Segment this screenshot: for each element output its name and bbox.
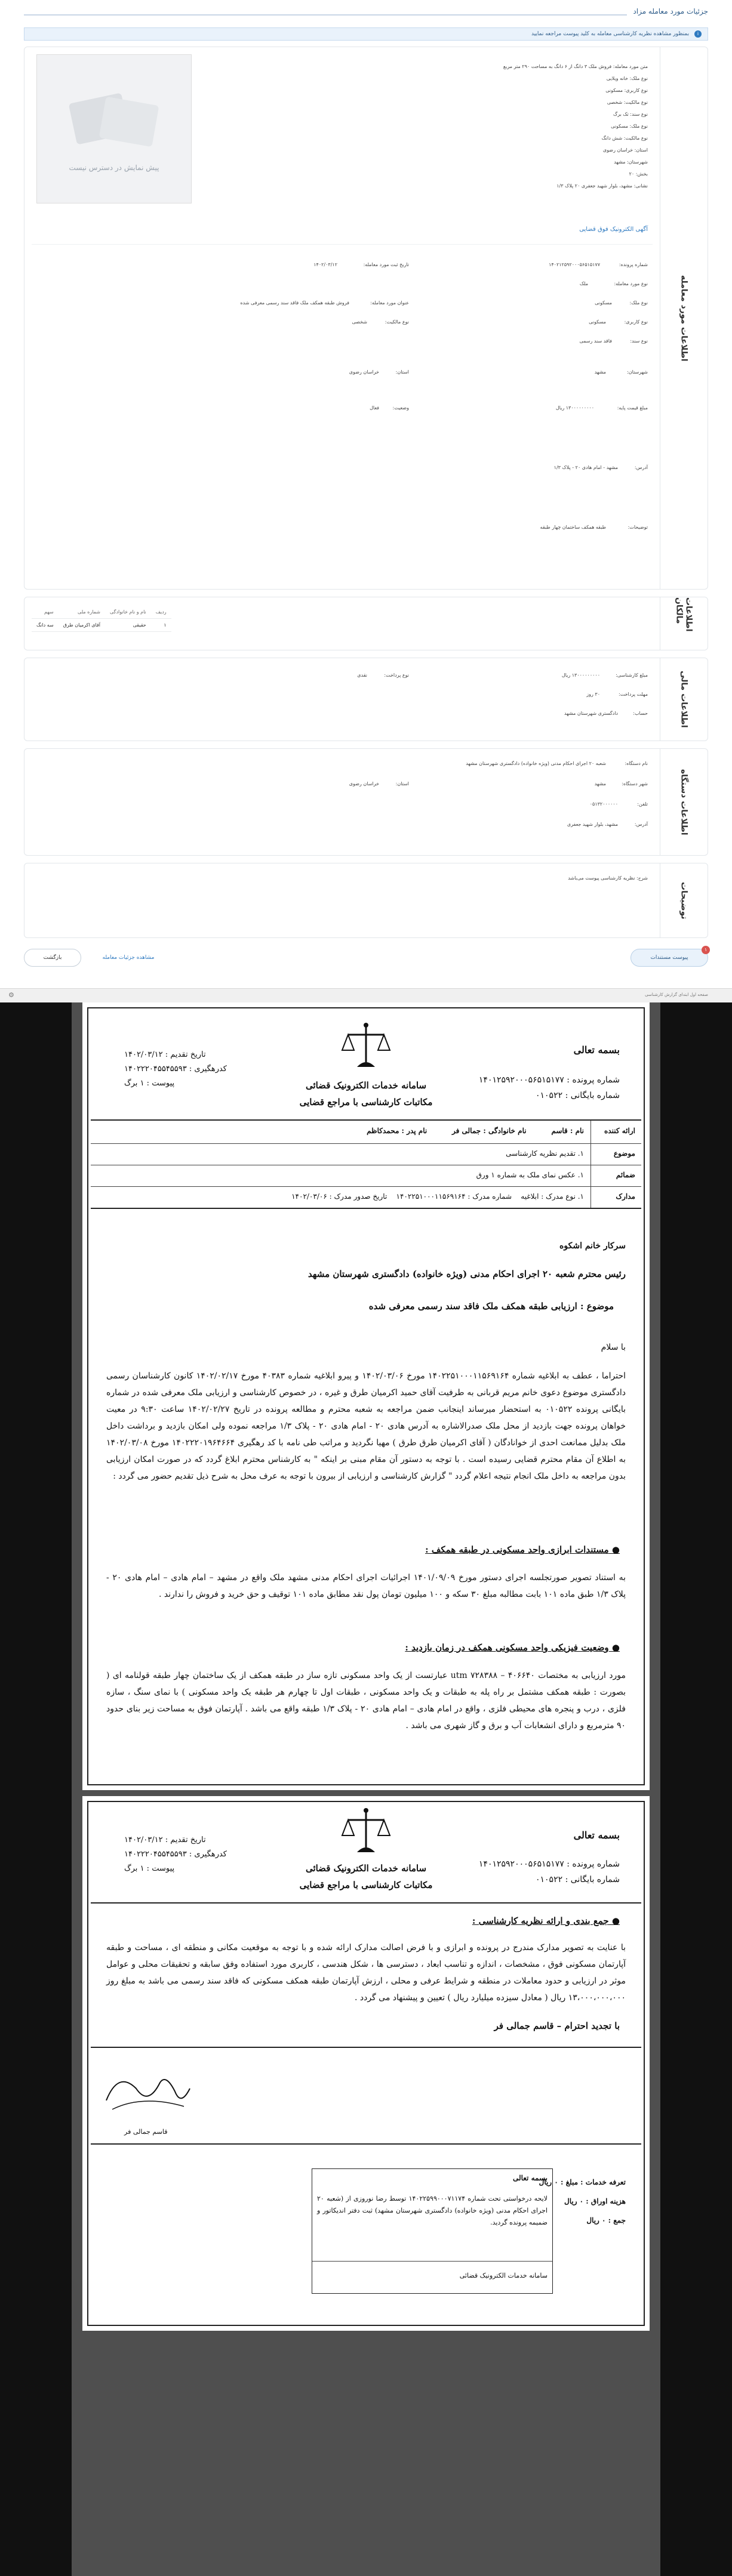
- greeting: سرکار خانم اشکوه: [559, 1241, 626, 1251]
- section-heading: ● مستندات ابرازی واحد مسکونی در طبقه همکف :: [425, 1544, 620, 1555]
- report-paragraph: احتراما ، عطف به ابلاغیه شماره ۱۴۰۲۲۵۱۰۰۰۱۱۵۶۹۱۶۴ مورخ ۱۴۰۲/۰۳/۰۶ و پیرو ابلاغیه شماره ۴۰۳۸۳ مورخ ۱۴۰۲/۰۲/۱۷ کانون کارشناسان رسمی دادگستری موضوع دعوی خانم مریم قربانی به طرفیت آقای حمید اکرمیان طرق و غیره ، در خصوص کارشناسی و ارزیابی ملک معرفی شده در شماره بایگانی پرونده ۰۱۰۵۲۲ به استحضار میرساند اینجانب ضمن مراجعه به شعبه محترم و مطالعه پرونده در تاریخ ۱۴۰۲/۰۲/۲۷ ساعت ۹:۳۰ در معیت خواهان پرونده جهت بازدید از محل ملک صدرالاشاره به آدرس هادی ۲۰ - امام هادی ۲۰ - پلاک ۱/۳ مراجعه نموده ولی امکان بازدید و برداشت داخل ملک بدلیل ممانعت احدی از خوانادگان ( آقای اکرمیان طرق طرق ) مهیا نگردید و مراتب طی نامه با کد رهگیری ۱۴۰۲۲۲۰۱۹۶۴۶۶۴ مورخ ۱۴۰۲/۰۳/۰۸ به اطلاع آن مقام محترم قضایی رسیده است . با توجه به دستور آن مقام مبنی بر اینکه " به کارشناس محترم ابلاغ گردد که در صورت امکان ارزیابی بدون مراجعه به داخل ملک انجام نتیجه اعلام گردد " گزارش کارشناسی و ارزیابی از بیرون با توجه به عرف محل به شرح ذیل تقدیم حضور می گردد :: [106, 1371, 626, 1481]
- item-title-value: فروش طبقه همکف ملک فاقد سند رسمی معرفی شده: [240, 300, 349, 306]
- archive-number: شماره بایگانی : ۰۱۰۵۲۲: [535, 1875, 620, 1884]
- salutation: با سلام: [601, 1343, 626, 1352]
- description-value: طبقه همکف ساختمان چهار طبقه: [540, 525, 606, 530]
- signature-rule: [91, 2143, 641, 2145]
- regards: با تجدید احترام – قاسم جمالی فر: [494, 2020, 620, 2031]
- item-info-label: اطلاعات مورد معامله: [660, 47, 708, 589]
- signature-icon: [94, 2065, 208, 2124]
- property-type-value: مسکونی: [595, 300, 612, 306]
- receipt-title: بسمه تعالی: [512, 2174, 548, 2182]
- viewer-strip-text: صفحه اول ابتدای گزارش کارشناسی: [645, 992, 708, 997]
- court-phone-label: تلفن:: [637, 801, 648, 807]
- table-line: [91, 1186, 641, 1187]
- submit-date: تاریخ تقدیم : ۱۴۰۲/۰۳/۱۲: [124, 1835, 206, 1844]
- viewer-strip: [0, 988, 732, 1002]
- col-header: سهم: [32, 606, 59, 619]
- ad-line: نوع سند: تک برگ: [613, 112, 648, 117]
- city-label: شهرستان:: [627, 369, 648, 375]
- fee-paper: هزینه اوراق : ۰ ریال: [564, 2197, 626, 2205]
- bottom-actions: [24, 945, 708, 971]
- receipt-text: لایحه درخواستی تحت شماره ۱۴۰۲۲۵۹۹۰۰۰۷۱۱۷۴ توسط رضا نوروزی از (شعبه ۲۰ اجرای احکام مدنی (ویژه خانواده) دادگستری شهرستان مشهد) ثبت دفتر اندیکاتور و ضمیمه پرونده گردید.: [317, 2195, 548, 2226]
- archive-number: شماره بایگانی : ۰۱۰۵۲۲: [535, 1091, 620, 1100]
- ad-placeholder-text: پیش نمایش در دسترس نیست: [69, 163, 159, 172]
- table-line: [590, 1121, 591, 1208]
- fee-sum: جمع : ۰ ریال: [586, 2216, 626, 2225]
- court-city-value: مشهد: [594, 781, 606, 786]
- docs-label: مدارک: [616, 1192, 635, 1201]
- address-value: مشهد - امام هادی ۲۰ - پلاک ۱/۳: [553, 465, 618, 470]
- account-value: دادگستری شهرستان مشهد: [564, 711, 618, 716]
- report-paragraph: مورد ارزیابی به مختصات utm ۷۲۸۳۸۸ – ۴۰۶۶۴۰ عبارتست از یک واحد مسکونی تازه ساز در طبقه همکف از یک ساختمان چهار طبقه قولنامه ای ( بصورت : طبقه همکف مشتمل بر راه پله به طبقات و یک واحد مسکونی ، طبقات اول تا چهارم هر طبقه یک واحد مسکونی ) با نمای سنگ ، سازه فلزی ، درب و پنجره های محیطی فلزی ، واقع در امام هادی – امام هادی ۲۰ - پلاک ۱/۳ طبقه واقع می باشد . آپارتمان فوق به مساحت زیر بنای حدود ۹۰ مترمربع و دارای انشعابات آب و برق و گاز شهری می باشد .: [106, 1671, 626, 1730]
- presenter-value: نام : قاسم نام خانوادگی : جمالی فر نام پدر : محمدکاظم: [367, 1127, 584, 1135]
- header-rule: [91, 1119, 641, 1121]
- notice-banner: [24, 27, 708, 41]
- ad-line: متن مورد معامله: فروش ملک ۳ دانگ از ۶ دانگ به مساحت ۲۹۰ متر مربع: [503, 64, 648, 69]
- bismillah: بسمه تعالی: [573, 1830, 620, 1841]
- court-province-label: استان:: [395, 781, 409, 786]
- viewer-right-margin: [660, 1002, 732, 2576]
- col-header: شماره ملی: [59, 606, 105, 619]
- table-line: [91, 1208, 641, 1209]
- receipt-box: [312, 2168, 553, 2294]
- bismillah: بسمه تعالی: [573, 1044, 620, 1056]
- table-line: [91, 1143, 641, 1144]
- item-type-label: نوع مورد معامله:: [614, 281, 648, 286]
- document-viewer: [0, 1002, 732, 2576]
- submit-date: تاریخ تقدیم : ۱۴۰۲/۰۳/۱۲: [124, 1050, 206, 1059]
- tracking-code: کدرهگیری : ۱۴۰۲۲۲۰۴۵۵۴۵۵۹۳: [124, 1850, 227, 1859]
- status-label: وضعیت:: [392, 405, 409, 411]
- ad-line: نوع کاربری: مسکونی: [605, 88, 648, 93]
- attachment-count: پیوست : ۱ برگ: [124, 1864, 175, 1873]
- payment-type-value: نقدی: [357, 672, 367, 678]
- owners-table: [32, 606, 171, 632]
- viewer-gear-icon[interactable]: ⚙: [8, 991, 14, 999]
- expert-fee-label: مبلغ کارشناسی:: [616, 672, 648, 678]
- usage-value: مسکونی: [589, 319, 606, 325]
- court-city-label: شهر دستگاه:: [622, 781, 648, 786]
- attachment-count-badge: ۱: [702, 946, 710, 954]
- attachment-count: پیوست : ۱ برگ: [124, 1079, 175, 1088]
- property-type-label: نوع ملک:: [629, 300, 648, 306]
- ad-line: شهرستان: مشهد: [614, 159, 648, 165]
- signer-name: قاسم جمالی فر: [124, 2128, 168, 2136]
- org-line2: مکاتبات کارشناسی با مراجع قضایی: [299, 1097, 433, 1107]
- reg-date-value: ۱۴۰۲/۰۳/۱۲: [313, 262, 337, 267]
- tracking-code: کدرهگیری : ۱۴۰۲۲۲۰۴۵۵۴۵۵۹۳: [124, 1065, 227, 1073]
- payment-type-label: نوع پرداخت:: [384, 672, 409, 678]
- header-line: [24, 14, 708, 16]
- cell: سه دانگ: [32, 619, 59, 632]
- owners-header-row: [32, 606, 171, 619]
- cell: حقیقی: [105, 619, 151, 632]
- signature-rule: [91, 2047, 641, 2048]
- province-value: خراسان رضوی: [349, 369, 379, 375]
- receipt-org: سامانه خدمات الکترونیک قضائی: [459, 2272, 548, 2279]
- ad-line: نوع مالکیت: شش دانگ: [601, 135, 648, 141]
- description-label: توضیحات:: [628, 525, 648, 530]
- address-label: آدرس:: [634, 465, 648, 470]
- viewer-left-margin: [0, 1002, 72, 2576]
- ownership-label: نوع مالکیت:: [385, 319, 409, 325]
- city-value: مشهد: [594, 369, 606, 375]
- desc-text: شرح: نظریه کارشناسی پیوست می‌باشد: [568, 875, 648, 881]
- base-price-value: ۱۳۰۰۰۰۰۰۰۰۰ ریال: [555, 405, 594, 411]
- attachments-button[interactable]: [630, 949, 708, 967]
- page-title: جزئیات مورد معامله مزاد: [627, 7, 708, 16]
- deadline-value: ۳۰ روز: [586, 692, 600, 697]
- cell: ۱: [151, 619, 171, 632]
- deadline-label: مهلت پرداخت:: [619, 692, 648, 697]
- col-header: ردیف: [151, 606, 171, 619]
- court-panel: [24, 748, 708, 856]
- receipt-divider: [312, 2261, 552, 2262]
- status-value: فعال: [370, 405, 379, 411]
- court-label: اطلاعات دستگاه: [660, 749, 708, 855]
- deed-label: نوع سند:: [630, 338, 648, 344]
- usage-label: نوع کاربری:: [624, 319, 648, 325]
- gavel-icon: [66, 86, 162, 158]
- addressee: رئیس محترم شعبه ۲۰ اجرای احکام مدنی (ویژه خانواده) دادگستری شهرستان مشهد: [307, 1269, 626, 1279]
- org-line1: سامانه خدمات الکترونیک قضائی: [305, 1080, 427, 1091]
- back-button[interactable]: بازگشت: [24, 949, 81, 967]
- desc-panel: [24, 863, 708, 938]
- ad-line: بخش: ۲۰: [629, 171, 648, 177]
- owners-label: اطلاعات مالکان: [660, 597, 708, 650]
- docs-value: ۱. نوع مدرک : ابلاغیه شماره مدرک : ۱۴۰۲۲۵۱۰۰۰۱۱۵۶۹۱۶۴ تاریخ صدور مدرک : ۱۴۰۲/۰۳/۰۶: [291, 1192, 584, 1201]
- divider: [32, 244, 653, 245]
- table-row: [32, 619, 171, 632]
- court-province-value: خراسان رضوی: [349, 781, 379, 786]
- base-price-label: مبلغ قیمت پایه:: [617, 405, 648, 411]
- ad-line: نوع ملک: مسکونی: [611, 124, 648, 129]
- view-details-button[interactable]: مشاهده جزئیات معامله: [90, 949, 167, 967]
- ownership-value: شخصی: [352, 319, 367, 325]
- header-rule: [91, 1902, 641, 1904]
- court-address-value: مشهد، بلوار شهید جعفری: [567, 822, 618, 827]
- item-info-panel: [24, 47, 708, 590]
- notice-text: بمنظور مشاهده نظریه کارشناسی معامله به کلید پیوست مراجعه نمایید: [531, 31, 690, 37]
- attach-row-label: ضمائم: [616, 1171, 635, 1179]
- ad-line: نشانی: مشهد، بلوار شهید جعفری ۲۰ پلاک ۱/۳: [556, 183, 648, 189]
- ad-link[interactable]: آگهی الکترونیک فوق قضایی: [579, 226, 648, 233]
- case-number: شماره پرونده : ۱۴۰۱۲۵۹۲۰۰۰۵۶۵۱۵۱۷۷: [478, 1075, 620, 1085]
- org-line1: سامانه خدمات الکترونیک قضائی: [305, 1863, 427, 1874]
- desc-label: توضیحات: [660, 863, 708, 937]
- report-paragraph: به استناد تصویر صورتجلسه اجرای دستور مورخ ۱۴۰۱/۰۹/۰۹ اجرائیات اجرای احکام مدنی مشهد ملک واقع در مشهد – امام هادی – امام هادی ۲۰ - پلاک ۱/۳ طبق ماده ۱۰۱ بابت مطالبه مبلغ ۳۰ سکه و ۱۰۰ میلیون تومان پول نقد مطابق ماده ۱۰۱ توقیف و حق خرید و فروش را ندارند .: [106, 1573, 626, 1599]
- cell: آقای اکرمیان طرق: [59, 619, 105, 632]
- owners-panel: [24, 597, 708, 650]
- report-page-1: [82, 1002, 650, 1790]
- judiciary-emblem-icon: [339, 1020, 393, 1074]
- province-label: استان:: [395, 369, 409, 375]
- fee-total: تعرفه خدمات : مبلغ : ۰ ریال: [539, 2178, 626, 2186]
- account-label: حساب:: [633, 711, 648, 716]
- ad-line: نوع ملک: خانه ویلایی: [606, 76, 648, 81]
- court-phone-value: ۰۵۱۳۲۰۰۰۰۰۰: [589, 801, 618, 807]
- ad-line: نوع مالکیت: شخصی: [607, 100, 648, 105]
- item-title-label: عنوان مورد معامله:: [370, 300, 409, 306]
- topic: موضوع : ارزیابی طبقه همکف ملک فاقد سند رسمی معرفی شده: [368, 1301, 614, 1312]
- reg-date-label: تاریخ ثبت مورد معامله:: [363, 262, 409, 267]
- deed-value: فاقد سند رسمی: [579, 338, 612, 344]
- subject-label: موضوع: [613, 1149, 635, 1158]
- case-number-label: شماره پرونده:: [619, 262, 648, 267]
- info-icon: i: [694, 30, 702, 38]
- case-number: شماره پرونده : ۱۴۰۱۲۵۹۲۰۰۰۵۶۵۱۵۱۷۷: [478, 1859, 620, 1869]
- attachments-label: پیوست مستندات: [650, 955, 688, 961]
- case-number-value: ۱۴۰۲۱۲۵۹۲۰۰۰۵۶۵۱۵۱۷۷: [549, 262, 600, 267]
- financial-label: اطلاعات مالی: [660, 658, 708, 741]
- presenter-label: ارائه کننده: [604, 1127, 635, 1135]
- top-bar: [0, 0, 732, 29]
- section-heading: ● وضعیت فیزیکی واحد مسکونی همکف در زمان بازدید :: [405, 1642, 620, 1653]
- expert-fee-value: ۱۳۰۰۰۰۰۰۰۰۰ ریال: [561, 672, 600, 678]
- report-paragraph: با عنایت به تصویر مدارک مندرج در پرونده و ابرازی و با فرض اصالت مدارک ارائه شده و با توجه به موقعیت مکانی و منطقه ای ، مساحت و طبقه آپارتمان مسکونی فوق ، مشخصات ، اندازه و تناسب ابعاد ، دسترسی ها ، شکل هندسی ، کاربری مورد استفاده وفق سابقه و تحقیقات محلی و عوامل موثر در ارزیابی و حدود معاملات در منطقه و شرایط عرفی و محلی ، ارزش آپارتمان طبقه همکف مسکونی که فاقد سند رسمی می باشد به مبلغ روز ۱۳،۰۰۰،۰۰۰،۰۰۰ ریال ( معادل سیزده میلیارد ریال ) تعیین و پیشنهاد می گردد .: [106, 1943, 626, 2003]
- ad-line: استان: خراسان رضوی: [602, 147, 648, 153]
- item-type-value: ملک: [579, 281, 588, 286]
- court-address-label: آدرس:: [634, 822, 648, 827]
- section-heading: ● جمع بندی و ارائه نظریه کارشناسی :: [472, 1915, 620, 1926]
- attach-row-value: ۱. عکس نمای ملک به شماره ۱ ورق: [476, 1171, 584, 1179]
- court-name-label: نام دستگاه:: [625, 761, 648, 766]
- report-page-2: [82, 1796, 650, 2331]
- court-name-value: شعبه ۲۰ اجرای احکام مدنی (ویژه خانواده) دادگستری شهرستان مشهد: [466, 761, 606, 766]
- subject-value: ۱. تقدیم نظریه کارشناسی: [506, 1149, 584, 1158]
- ad-image-placeholder: [36, 54, 192, 203]
- org-line2: مکاتبات کارشناسی با مراجع قضایی: [299, 1880, 433, 1890]
- financial-panel: [24, 658, 708, 741]
- col-header: نام و نام خانوادگی: [105, 606, 151, 619]
- judiciary-emblem-icon: [339, 1806, 393, 1859]
